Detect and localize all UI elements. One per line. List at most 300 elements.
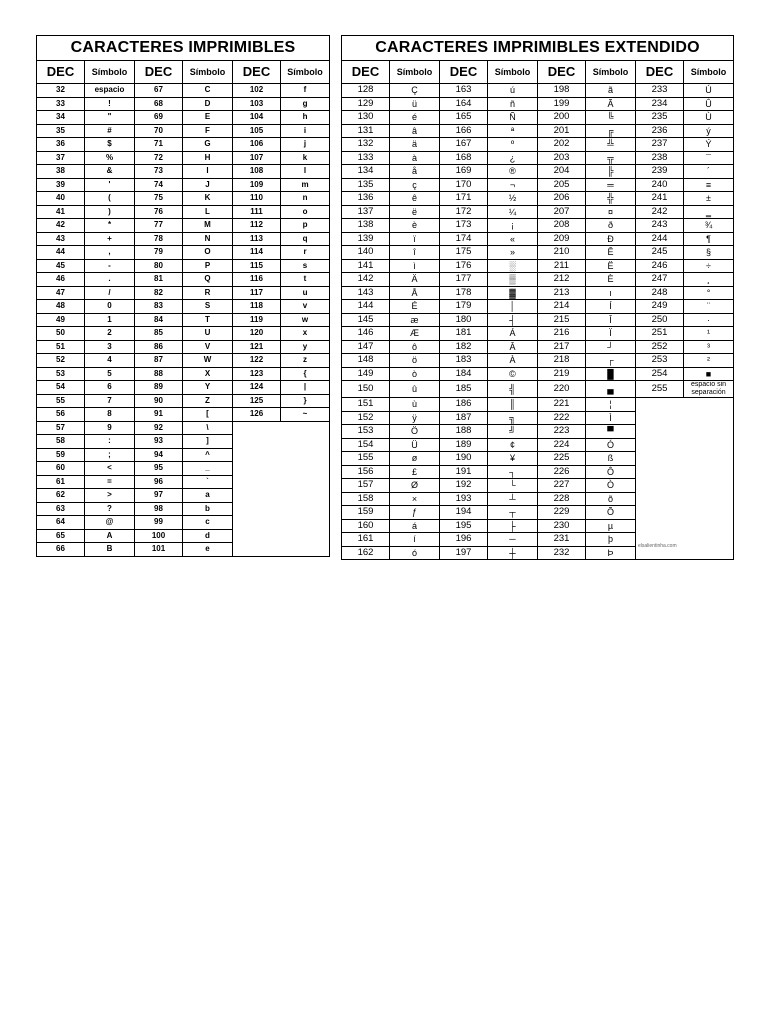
dec-cell: 204 bbox=[538, 165, 586, 179]
symbol-cell: ┌ bbox=[586, 354, 636, 368]
symbol-cell: µ bbox=[586, 519, 636, 533]
empty-cell bbox=[233, 435, 281, 449]
symbol-cell: ¬ bbox=[488, 178, 538, 192]
empty-cell bbox=[636, 479, 684, 493]
symbol-cell: ´ bbox=[684, 165, 734, 179]
dec-cell: 139 bbox=[342, 232, 390, 246]
table-row bbox=[37, 340, 330, 354]
symbol-cell: g bbox=[281, 97, 330, 111]
symbol-cell: ý bbox=[684, 124, 734, 138]
dec-cell: 195 bbox=[440, 519, 488, 533]
dec-cell: 125 bbox=[233, 394, 281, 408]
symbol-cell: Ç bbox=[390, 84, 440, 98]
symbol-cell: ù bbox=[390, 398, 440, 412]
symbol-cell: ® bbox=[488, 165, 538, 179]
dec-cell: 154 bbox=[342, 438, 390, 452]
symbol-cell: ı bbox=[586, 286, 636, 300]
dec-cell: 255 bbox=[636, 381, 684, 398]
dec-cell: 183 bbox=[440, 354, 488, 368]
symbol-cell: ² bbox=[684, 354, 734, 368]
dec-cell: 70 bbox=[135, 124, 183, 138]
column-header-dec: DEC bbox=[636, 61, 684, 84]
symbol-cell: n bbox=[281, 192, 330, 206]
table-row bbox=[37, 300, 330, 314]
symbol-cell: = bbox=[85, 475, 135, 489]
symbol-cell: h bbox=[281, 111, 330, 125]
symbol-cell: q bbox=[281, 232, 330, 246]
table-row bbox=[37, 327, 330, 341]
dec-cell: 228 bbox=[538, 492, 586, 506]
dec-cell: 42 bbox=[37, 219, 85, 233]
empty-cell bbox=[684, 506, 734, 520]
empty-cell bbox=[281, 475, 330, 489]
symbol-cell: R bbox=[183, 286, 233, 300]
symbol-cell: ± bbox=[684, 192, 734, 206]
dec-cell: 58 bbox=[37, 435, 85, 449]
dec-cell: 87 bbox=[135, 354, 183, 368]
dec-cell: 252 bbox=[636, 340, 684, 354]
table-row bbox=[342, 97, 734, 111]
empty-cell bbox=[281, 462, 330, 476]
symbol-cell: ½ bbox=[488, 192, 538, 206]
table-row bbox=[37, 313, 330, 327]
column-header-symbol: Símbolo bbox=[684, 61, 734, 84]
symbol-cell: } bbox=[281, 394, 330, 408]
dec-cell: 146 bbox=[342, 327, 390, 341]
dec-cell: 99 bbox=[135, 516, 183, 530]
symbol-cell: | bbox=[281, 381, 330, 395]
dec-cell: 107 bbox=[233, 151, 281, 165]
dec-cell: 217 bbox=[538, 340, 586, 354]
symbol-cell: \ bbox=[183, 421, 233, 435]
dec-cell: 110 bbox=[233, 192, 281, 206]
dec-cell: 135 bbox=[342, 178, 390, 192]
dec-cell: 89 bbox=[135, 381, 183, 395]
empty-cell bbox=[684, 425, 734, 439]
table-row bbox=[37, 286, 330, 300]
symbol-cell: _ bbox=[183, 462, 233, 476]
symbol-cell: Ú bbox=[684, 84, 734, 98]
symbol-cell: j bbox=[281, 138, 330, 152]
symbol-cell: ‗ bbox=[684, 205, 734, 219]
dec-cell: 35 bbox=[37, 124, 85, 138]
dec-cell: 69 bbox=[135, 111, 183, 125]
symbol-cell: ╠ bbox=[586, 165, 636, 179]
dec-cell: 216 bbox=[538, 327, 586, 341]
dec-cell: 100 bbox=[135, 529, 183, 543]
dec-cell: 118 bbox=[233, 300, 281, 314]
symbol-cell: Å bbox=[390, 286, 440, 300]
symbol-cell: Ï bbox=[586, 327, 636, 341]
symbol-cell: Z bbox=[183, 394, 233, 408]
empty-cell bbox=[636, 438, 684, 452]
table-row bbox=[37, 516, 330, 530]
symbol-cell: × bbox=[390, 492, 440, 506]
dec-cell: 240 bbox=[636, 178, 684, 192]
symbol-cell: ƒ bbox=[390, 506, 440, 520]
symbol-cell: P bbox=[183, 259, 233, 273]
dec-cell: 212 bbox=[538, 273, 586, 287]
empty-cell bbox=[684, 465, 734, 479]
empty-cell bbox=[636, 519, 684, 533]
dec-cell: 104 bbox=[233, 111, 281, 125]
dec-cell: 134 bbox=[342, 165, 390, 179]
dec-cell: 79 bbox=[135, 246, 183, 260]
dec-cell: 131 bbox=[342, 124, 390, 138]
symbol-cell: Q bbox=[183, 273, 233, 287]
symbol-cell: ¾ bbox=[684, 219, 734, 233]
dec-cell: 74 bbox=[135, 178, 183, 192]
symbol-cell: ³ bbox=[684, 340, 734, 354]
dec-cell: 103 bbox=[233, 97, 281, 111]
dec-cell: 187 bbox=[440, 411, 488, 425]
dec-cell: 46 bbox=[37, 273, 85, 287]
table-row bbox=[37, 178, 330, 192]
dec-cell: 54 bbox=[37, 381, 85, 395]
dec-cell: 166 bbox=[440, 124, 488, 138]
symbol-cell: ñ bbox=[488, 97, 538, 111]
empty-cell bbox=[684, 411, 734, 425]
dec-cell: 47 bbox=[37, 286, 85, 300]
dec-cell: 225 bbox=[538, 452, 586, 466]
table-row bbox=[342, 273, 734, 287]
symbol-cell: Á bbox=[488, 327, 538, 341]
dec-cell: 186 bbox=[440, 398, 488, 412]
dec-cell: 60 bbox=[37, 462, 85, 476]
symbol-cell: v bbox=[281, 300, 330, 314]
dec-cell: 229 bbox=[538, 506, 586, 520]
symbol-cell: ¿ bbox=[488, 151, 538, 165]
dec-cell: 63 bbox=[37, 502, 85, 516]
symbol-cell: ó bbox=[390, 546, 440, 560]
symbol-cell: é bbox=[390, 111, 440, 125]
column-header-symbol: Símbolo bbox=[85, 61, 135, 84]
symbol-cell: Ä bbox=[390, 273, 440, 287]
table-row bbox=[342, 519, 734, 533]
dec-cell: 141 bbox=[342, 259, 390, 273]
dec-cell: 80 bbox=[135, 259, 183, 273]
symbol-cell: l bbox=[281, 165, 330, 179]
symbol-cell: p bbox=[281, 219, 330, 233]
dec-cell: 209 bbox=[538, 232, 586, 246]
symbol-cell: z bbox=[281, 354, 330, 368]
dec-cell: 242 bbox=[636, 205, 684, 219]
empty-cell bbox=[684, 492, 734, 506]
empty-cell bbox=[281, 421, 330, 435]
symbol-cell: O bbox=[183, 246, 233, 260]
symbol-cell: ) bbox=[85, 205, 135, 219]
symbol-cell: espacio sin separación bbox=[684, 381, 734, 398]
table-row bbox=[37, 111, 330, 125]
column-header-dec: DEC bbox=[538, 61, 586, 84]
symbol-cell: d bbox=[183, 529, 233, 543]
dec-cell: 207 bbox=[538, 205, 586, 219]
symbol-cell: & bbox=[85, 165, 135, 179]
symbol-cell: í bbox=[390, 533, 440, 547]
dec-cell: 109 bbox=[233, 178, 281, 192]
symbol-cell: ë bbox=[390, 205, 440, 219]
symbol-cell: ! bbox=[85, 97, 135, 111]
empty-cell bbox=[281, 502, 330, 516]
dec-cell: 120 bbox=[233, 327, 281, 341]
symbol-cell: F bbox=[183, 124, 233, 138]
empty-cell bbox=[684, 533, 734, 547]
symbol-cell: k bbox=[281, 151, 330, 165]
table-row bbox=[37, 421, 330, 435]
symbol-cell: û bbox=[390, 381, 440, 398]
dec-cell: 84 bbox=[135, 313, 183, 327]
symbol-cell: e bbox=[183, 543, 233, 557]
column-header-dec: DEC bbox=[440, 61, 488, 84]
dec-cell: 41 bbox=[37, 205, 85, 219]
symbol-cell: └ bbox=[488, 479, 538, 493]
symbol-cell: ç bbox=[390, 178, 440, 192]
dec-cell: 233 bbox=[636, 84, 684, 98]
symbol-cell: : bbox=[85, 435, 135, 449]
symbol-cell: á bbox=[390, 519, 440, 533]
dec-cell: 221 bbox=[538, 398, 586, 412]
symbol-cell: Ü bbox=[390, 438, 440, 452]
dec-cell: 196 bbox=[440, 533, 488, 547]
symbol-cell: + bbox=[85, 232, 135, 246]
table-row bbox=[342, 425, 734, 439]
table-row bbox=[37, 381, 330, 395]
dec-cell: 67 bbox=[135, 84, 183, 98]
dec-cell: 231 bbox=[538, 533, 586, 547]
dec-cell: 222 bbox=[538, 411, 586, 425]
dec-cell: 106 bbox=[233, 138, 281, 152]
symbol-cell: , bbox=[85, 246, 135, 260]
symbol-cell: 8 bbox=[85, 408, 135, 422]
symbol-cell: ╬ bbox=[586, 192, 636, 206]
dec-cell: 111 bbox=[233, 205, 281, 219]
symbol-cell: █ bbox=[586, 367, 636, 381]
symbol-cell: Ù bbox=[684, 111, 734, 125]
dec-cell: 200 bbox=[538, 111, 586, 125]
dec-cell: 170 bbox=[440, 178, 488, 192]
symbol-cell: ¡ bbox=[488, 219, 538, 233]
symbol-cell: ô bbox=[390, 340, 440, 354]
symbol-cell: Ø bbox=[390, 479, 440, 493]
symbol-cell: ï bbox=[390, 232, 440, 246]
table-row bbox=[37, 97, 330, 111]
dec-cell: 215 bbox=[538, 313, 586, 327]
dec-cell: 208 bbox=[538, 219, 586, 233]
empty-cell bbox=[281, 516, 330, 530]
symbol-cell: espacio bbox=[85, 84, 135, 98]
empty-cell bbox=[233, 462, 281, 476]
dec-cell: 117 bbox=[233, 286, 281, 300]
dec-cell: 251 bbox=[636, 327, 684, 341]
table-row bbox=[342, 452, 734, 466]
dec-cell: 50 bbox=[37, 327, 85, 341]
table-row bbox=[37, 259, 330, 273]
table-row bbox=[37, 151, 330, 165]
empty-cell bbox=[233, 529, 281, 543]
dec-cell: 140 bbox=[342, 246, 390, 260]
symbol-cell: @ bbox=[85, 516, 135, 530]
dec-cell: 159 bbox=[342, 506, 390, 520]
dec-cell: 36 bbox=[37, 138, 85, 152]
dec-cell: 137 bbox=[342, 205, 390, 219]
dec-cell: 201 bbox=[538, 124, 586, 138]
symbol-cell: 1 bbox=[85, 313, 135, 327]
dec-cell: 213 bbox=[538, 286, 586, 300]
symbol-cell: Â bbox=[488, 340, 538, 354]
empty-cell bbox=[233, 543, 281, 557]
empty-cell bbox=[684, 546, 734, 560]
dec-cell: 116 bbox=[233, 273, 281, 287]
empty-cell bbox=[281, 543, 330, 557]
symbol-cell: « bbox=[488, 232, 538, 246]
dec-cell: 160 bbox=[342, 519, 390, 533]
dec-cell: 108 bbox=[233, 165, 281, 179]
dec-cell: 245 bbox=[636, 246, 684, 260]
dec-cell: 161 bbox=[342, 533, 390, 547]
table-row bbox=[342, 151, 734, 165]
dec-cell: 211 bbox=[538, 259, 586, 273]
table-row bbox=[342, 506, 734, 520]
table-row bbox=[37, 84, 330, 98]
symbol-cell: y bbox=[281, 340, 330, 354]
empty-cell bbox=[636, 465, 684, 479]
dec-cell: 68 bbox=[135, 97, 183, 111]
symbol-cell: Ó bbox=[586, 438, 636, 452]
dec-cell: 169 bbox=[440, 165, 488, 179]
dec-cell: 153 bbox=[342, 425, 390, 439]
empty-cell bbox=[636, 452, 684, 466]
empty-cell bbox=[281, 448, 330, 462]
table-row bbox=[342, 398, 734, 412]
symbol-cell: Û bbox=[684, 97, 734, 111]
symbol-cell: ¢ bbox=[488, 438, 538, 452]
dec-cell: 123 bbox=[233, 367, 281, 381]
dec-cell: 43 bbox=[37, 232, 85, 246]
dec-cell: 44 bbox=[37, 246, 85, 260]
symbol-cell: - bbox=[85, 259, 135, 273]
dec-cell: 72 bbox=[135, 151, 183, 165]
symbol-cell: ø bbox=[390, 452, 440, 466]
symbol-cell: ╚ bbox=[586, 111, 636, 125]
dec-cell: 244 bbox=[636, 232, 684, 246]
symbol-cell: D bbox=[183, 97, 233, 111]
symbol-cell: 5 bbox=[85, 367, 135, 381]
dec-cell: 53 bbox=[37, 367, 85, 381]
symbol-cell: ▓ bbox=[488, 286, 538, 300]
dec-cell: 51 bbox=[37, 340, 85, 354]
dec-cell: 193 bbox=[440, 492, 488, 506]
table-row bbox=[37, 192, 330, 206]
dec-cell: 121 bbox=[233, 340, 281, 354]
dec-cell: 226 bbox=[538, 465, 586, 479]
column-header-symbol: Símbolo bbox=[183, 61, 233, 84]
symbol-cell: u bbox=[281, 286, 330, 300]
table-row bbox=[37, 273, 330, 287]
table-row bbox=[342, 111, 734, 125]
empty-cell bbox=[281, 489, 330, 503]
symbol-cell: H bbox=[183, 151, 233, 165]
symbol-cell: G bbox=[183, 138, 233, 152]
dec-cell: 165 bbox=[440, 111, 488, 125]
dec-cell: 55 bbox=[37, 394, 85, 408]
dec-cell: 133 bbox=[342, 151, 390, 165]
symbol-cell: # bbox=[85, 124, 135, 138]
symbol-cell: ä bbox=[390, 138, 440, 152]
symbol-cell: ÷ bbox=[684, 259, 734, 273]
extended-printable-characters-table bbox=[341, 35, 734, 560]
symbol-cell: ║ bbox=[488, 398, 538, 412]
table-row bbox=[342, 492, 734, 506]
dec-cell: 157 bbox=[342, 479, 390, 493]
symbol-cell: X bbox=[183, 367, 233, 381]
dec-cell: 144 bbox=[342, 300, 390, 314]
table-row bbox=[37, 529, 330, 543]
symbol-cell: ¸ bbox=[684, 273, 734, 287]
symbol-cell: Y bbox=[183, 381, 233, 395]
symbol-cell: . bbox=[85, 273, 135, 287]
symbol-cell: ÿ bbox=[390, 411, 440, 425]
symbol-cell: ` bbox=[183, 475, 233, 489]
dec-cell: 52 bbox=[37, 354, 85, 368]
symbol-cell: ▒ bbox=[488, 273, 538, 287]
table-row bbox=[342, 313, 734, 327]
symbol-cell: ì bbox=[390, 259, 440, 273]
symbol-cell: À bbox=[488, 354, 538, 368]
symbol-cell: ╔ bbox=[586, 124, 636, 138]
dec-cell: 175 bbox=[440, 246, 488, 260]
table-row bbox=[37, 408, 330, 422]
dec-cell: 114 bbox=[233, 246, 281, 260]
dec-cell: 152 bbox=[342, 411, 390, 425]
table-title: CARACTERES IMPRIMIBLES bbox=[37, 36, 330, 61]
table-row bbox=[342, 367, 734, 381]
table-row bbox=[342, 438, 734, 452]
symbol-cell: ┐ bbox=[488, 465, 538, 479]
symbol-cell: § bbox=[684, 246, 734, 260]
empty-cell bbox=[636, 411, 684, 425]
dec-cell: 253 bbox=[636, 354, 684, 368]
empty-cell bbox=[684, 452, 734, 466]
dec-cell: 115 bbox=[233, 259, 281, 273]
symbol-cell: ¨ bbox=[684, 300, 734, 314]
dec-cell: 126 bbox=[233, 408, 281, 422]
symbol-cell: å bbox=[390, 165, 440, 179]
symbol-cell: M bbox=[183, 219, 233, 233]
dec-cell: 238 bbox=[636, 151, 684, 165]
symbol-cell: C bbox=[183, 84, 233, 98]
dec-cell: 88 bbox=[135, 367, 183, 381]
dec-cell: 172 bbox=[440, 205, 488, 219]
dec-cell: 48 bbox=[37, 300, 85, 314]
symbol-cell: ┘ bbox=[586, 340, 636, 354]
dec-cell: 40 bbox=[37, 192, 85, 206]
dec-cell: 34 bbox=[37, 111, 85, 125]
symbol-cell: Ã bbox=[586, 97, 636, 111]
symbol-cell: f bbox=[281, 84, 330, 98]
dec-cell: 112 bbox=[233, 219, 281, 233]
symbol-cell: o bbox=[281, 205, 330, 219]
table-row bbox=[342, 286, 734, 300]
symbol-cell: W bbox=[183, 354, 233, 368]
symbol-cell: 0 bbox=[85, 300, 135, 314]
dec-cell: 32 bbox=[37, 84, 85, 98]
empty-cell bbox=[684, 438, 734, 452]
empty-cell bbox=[233, 421, 281, 435]
dec-cell: 85 bbox=[135, 327, 183, 341]
table-row bbox=[37, 394, 330, 408]
symbol-cell: [ bbox=[183, 408, 233, 422]
symbol-cell: Ð bbox=[586, 232, 636, 246]
